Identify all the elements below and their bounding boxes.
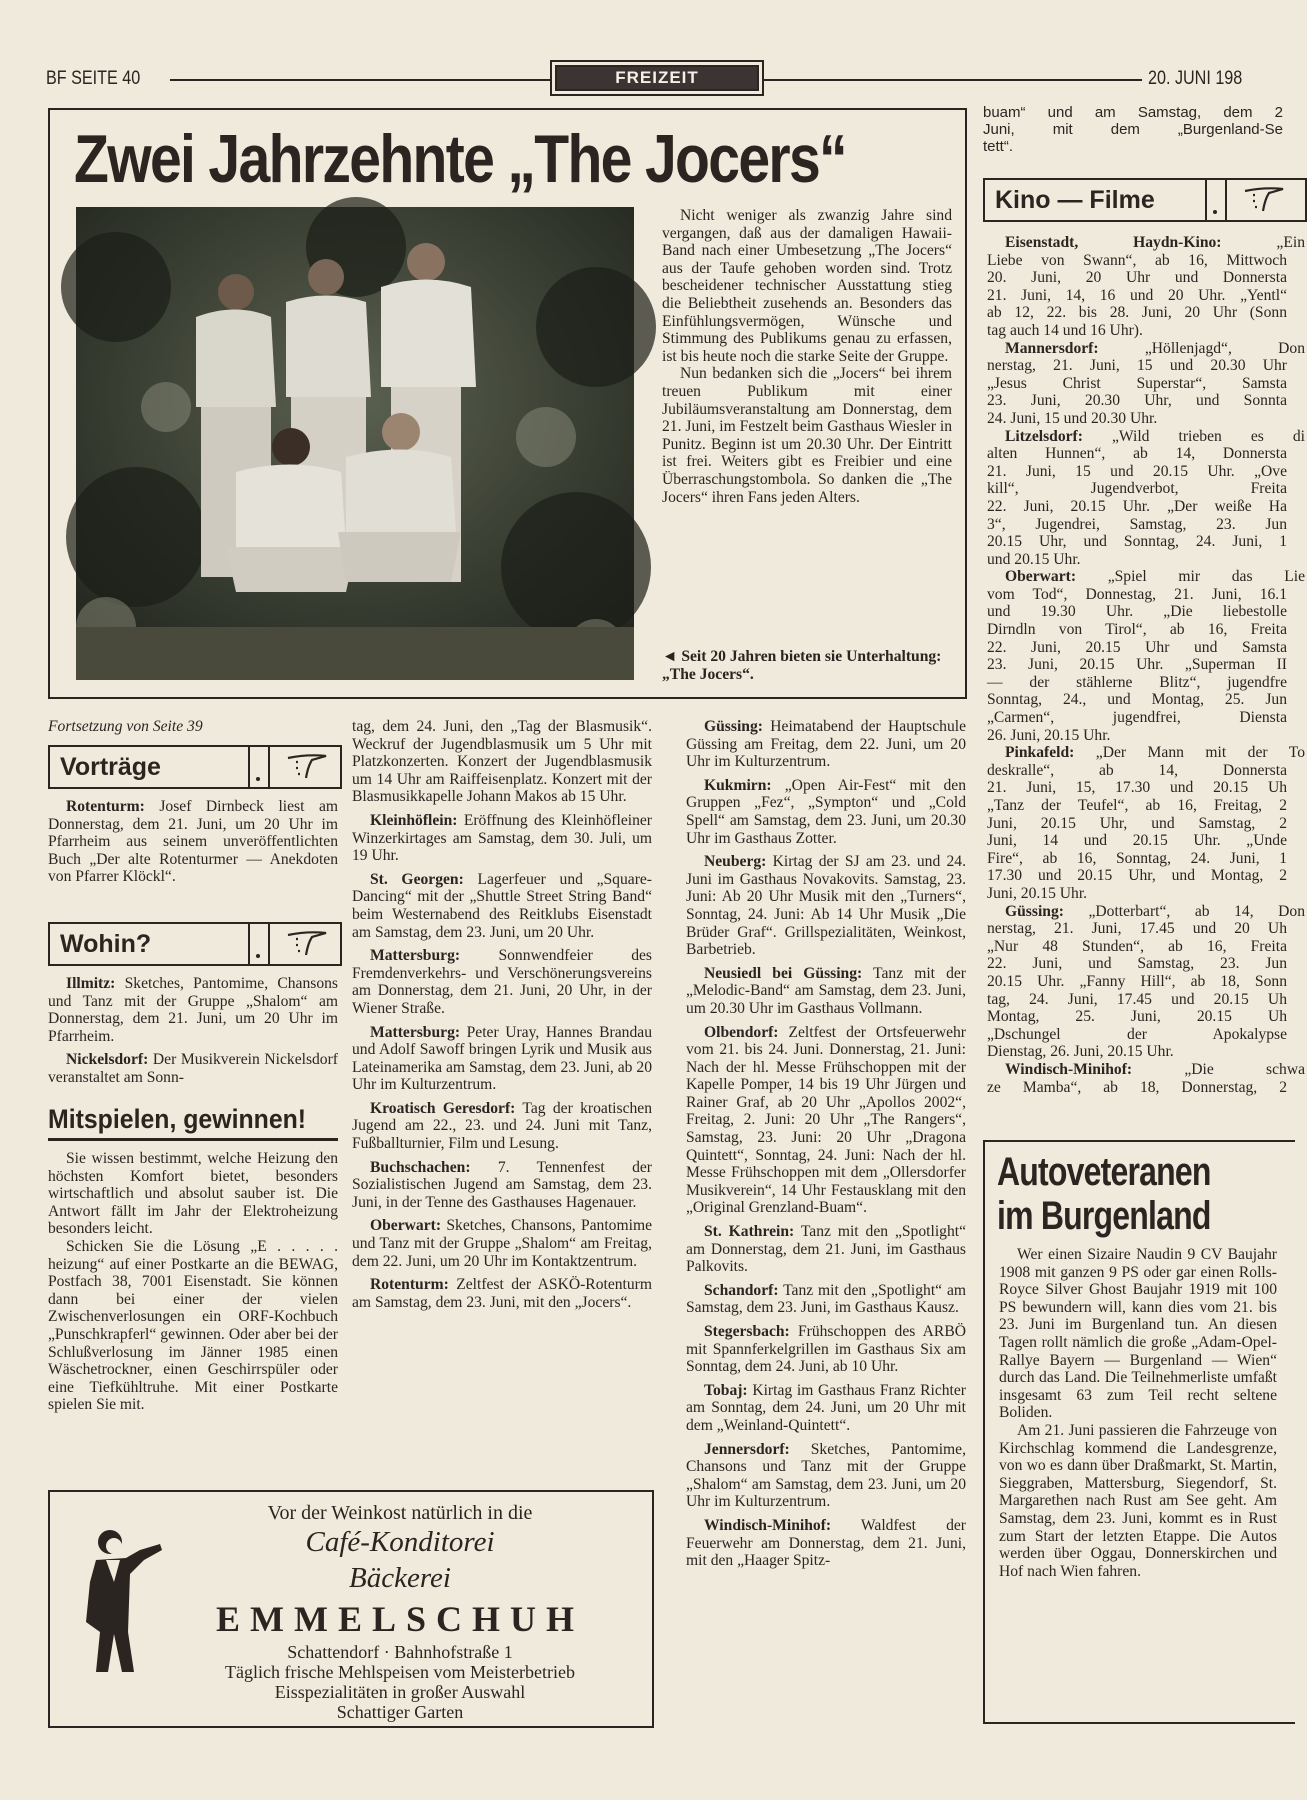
- place-name: St. Georgen:: [370, 870, 464, 888]
- ad-brand: EMMELSCHUH: [215, 1599, 584, 1639]
- place-name: Oberwart:: [1005, 568, 1077, 586]
- place-name: Windisch-Minihof:: [704, 1516, 832, 1534]
- ad-address: Schattendorf · Bahnhofstraße 1: [287, 1642, 513, 1662]
- event-text: Sie wissen bestimmt, welche Heizung den höchsten Komfort bietet, besonders wirtschaftlich und absolut sauber ist. Die Antwort fällt im Jahr der Elektroheizung besonders leicht.: [48, 1150, 338, 1238]
- event-text: tag, dem 24. Juni, den „Tag der Blasmusik“. Weckruf der Jugendblasmusik um 5 Uhr mit Platzkonzerten. Konzert der Jugendblasmusik um 14 Uhr am Raiffeisenplatz. Konzert mit der Blasmusikkapelle Johann Makos ab 15 Uhr.: [352, 718, 652, 806]
- paragraph: [686, 965, 966, 1018]
- text-line: [987, 656, 1287, 674]
- text-line: [987, 920, 1287, 938]
- text-line: [987, 727, 1287, 745]
- event-text: „Open Air-Fest“ mit den Gruppen „Fez“, „Sympton“ und „Cold Spell“ am Samstag, dem 23. Juni, um 20.30 Uhr im Gasthaus Zotter.: [686, 776, 966, 847]
- text-line: [987, 973, 1287, 991]
- event-text: Sketches, Pantomime, Chansons und Tanz mit der Gruppe „Shalom“ am Samstag, dem 23. Juni, um 20 Uhr im Kulturzentrum.: [686, 1440, 966, 1511]
- event-text: tett“.: [983, 138, 1014, 155]
- pointing-hand-icon: [270, 924, 340, 964]
- event-text: 24. Juni, 15 und 20.30 Uhr.: [987, 409, 1158, 427]
- event-text: Schicken Sie die Lösung „E . . . . . heizung“ auf einer Postkarte an die BEWAG, Postfach 38, 7001 Eisenstadt. Sie können dann bei einer der vielen Zwischenverlosungen ein ORF-Kochbuch „Punschkrapferl“ gewinnen. Oder aber bei der Schlußverlosung im Jänner 1985 einen Wäschetrockner, einen Geschirrspüler oder eine Tiefkühltruhe. Mit einer Postkarte spielen Sie mit.: [48, 1237, 338, 1414]
- text-line: [983, 121, 1283, 138]
- section-label: FREIZEIT: [550, 60, 764, 96]
- paragraph: [48, 1051, 338, 1086]
- place-name: Stegersbach:: [704, 1323, 790, 1340]
- paragraph: [352, 1159, 652, 1212]
- event-text: Tanz mit den „Spotlight“ am Donnerstag, dem 21. Juni, im Gasthaus Palkovits.: [686, 1223, 967, 1276]
- text-line: [987, 586, 1287, 604]
- event-text: Nun bedanken sich die „Jocers“ bei ihrem treuen Publikum mit einer Jubiläumsveranstaltung am Donnerstag, dem 21. Juni, im Festzelt beim Gasthaus Wiesler in Punitz. Beginn ist um 20.30 Uhr. Der Eintritt ist frei. Weiters gibt es Freibier und eine Überraschungstombola. So danken die „The Jocers“ ihren Fans jeden Alters.: [662, 365, 952, 506]
- text-line: [987, 340, 1305, 358]
- event-text: deskralle“, ab 14, Donnersta: [987, 761, 1287, 779]
- event-text: Tanz mit der „Melodic-Band“ am Samstag, dem 23. Juni, um 20.30 Uhr im Gasthaus Vollmann.: [686, 964, 967, 1017]
- text-line: [987, 498, 1287, 516]
- event-text: Juni, 20.15 Uhr, und Samstag, 2: [987, 814, 1287, 832]
- section-header-wohin: [48, 922, 342, 966]
- events-column-2: [352, 718, 652, 1311]
- text-line: [987, 410, 1287, 428]
- text-line: [987, 533, 1287, 551]
- text-line: [987, 1079, 1287, 1097]
- text-line: [987, 392, 1287, 410]
- section-title: Wohin?: [60, 929, 152, 958]
- event-text: 22. Juni, 20.15 Uhr. „Der weiße Ha: [987, 497, 1287, 515]
- text-line: [987, 287, 1287, 305]
- autoveteranen-body: [999, 1246, 1277, 1580]
- paragraph: [48, 798, 338, 886]
- event-text: Kirtag im Gasthaus Franz Richter am Sonntag, dem 24. Juni, um 20 Uhr mit dem „Weinland-Quintett“.: [686, 1381, 966, 1434]
- paragraph: [662, 207, 952, 365]
- event-text: 3“, Jugendrei, Samstag, 23. Jun: [987, 515, 1287, 533]
- text-line: [987, 797, 1287, 815]
- vortraege-list: [48, 798, 338, 886]
- contest-body: [48, 1150, 338, 1414]
- place-name: Windisch-Minihof:: [1005, 1060, 1133, 1078]
- place-name: Neuberg:: [704, 853, 767, 871]
- text-line: [987, 603, 1287, 621]
- event-text: Eröffnung des Kleinhöfleiner Winzerkirtages am Samstag, dem 30. Juli, um 19 Uhr.: [352, 811, 652, 865]
- event-text: 23. Juni, 20.30 Uhr, und Sonnta: [987, 392, 1287, 410]
- kino-list: [987, 234, 1305, 1096]
- text-line: [987, 903, 1305, 921]
- event-text: „Die schwa: [1132, 1060, 1305, 1078]
- place-name: Jennersdorf:: [704, 1440, 790, 1458]
- pointing-hand-icon: [270, 747, 340, 787]
- section-title: Vorträge: [60, 752, 161, 781]
- event-text: 7. Tennenfest der Sozialistischen Jugend am Samstag, dem 23. Juni, in der Tenne des Gasthauses Hagenauer.: [352, 1158, 652, 1211]
- event-text: 26. Juni, 20.15 Uhr.: [987, 726, 1111, 744]
- text-line: [987, 621, 1287, 639]
- wohin-list: [48, 975, 338, 1087]
- bakery-advertisement: [48, 1490, 654, 1728]
- section-header-vortraege: [48, 745, 342, 789]
- event-text: „Ein: [1221, 234, 1305, 251]
- paragraph: [686, 1441, 966, 1511]
- event-text: Wer einen Sizaire Naudin 9 CV Baujahr 1908 mit ganzen 9 PS oder gar einen Rolls-Royce Silver Ghost Baujahr 1919 mit 100 PS bewundern will, kann dies vom 21. bis 23. Juni im Burgenland tun. An diesen Tagen rollt nämlich die große „Adam-Opel-Rallye Bayern — Burgenland — Wien“ durch das Land. Die Teilnehmerliste umfaßt insgesamt 63 zum Teil recht seltene Boliden.: [999, 1246, 1277, 1422]
- event-text: Zeltfest der ASKÖ-Rotenturm am Samstag, dem 23. Juni, mit den „Jocers“.: [352, 1276, 652, 1311]
- place-name: Kleinhöflein:: [370, 811, 458, 829]
- event-text: Heimatabend der Hauptschule Güssing am Freitag, dem 22. Juni, um 20 Uhr im Kulturzentrum.: [686, 718, 966, 771]
- continued-note: Fortsetzung von Seite 39: [48, 718, 203, 735]
- paragraph: [999, 1422, 1277, 1580]
- feature-headline: Zwei Jahrzehnte „The Jocers“: [74, 121, 846, 197]
- ad-intro: Vor der Weinkost natürlich in die: [267, 1502, 533, 1524]
- event-text: „Dotterbart“, ab 14, Don: [1063, 902, 1305, 920]
- text-line: [987, 709, 1287, 727]
- event-text: 23. Juni, 20.15 Uhr. „Superman II: [987, 656, 1287, 674]
- section-header-kino: [983, 178, 1307, 222]
- text-line: [987, 850, 1287, 868]
- event-text: Tanz mit den „Spotlight“ am Samstag, dem 23. Juni, im Gasthaus Kausz.: [686, 1281, 966, 1317]
- event-text: Waldfest der Feuerwehr am Donnerstag, dem 21. Juni, mit den „Haager Spitz-: [686, 1516, 966, 1570]
- place-name: Litzelsdorf:: [1005, 427, 1083, 445]
- text-line: [987, 234, 1305, 252]
- issue-date: 20. JUNI 198: [1148, 68, 1243, 89]
- text-line: [987, 1061, 1305, 1079]
- text-line: [987, 568, 1305, 586]
- event-text: kill“, Jugendverbot, Freita: [987, 480, 1287, 498]
- event-text: 22. Juni, 20.15 Uhr und Samsta: [987, 638, 1287, 656]
- event-text: 22. Juni, und Samstag, 23. Jun: [987, 955, 1287, 973]
- place-name: Buchschachen:: [370, 1158, 471, 1176]
- text-line: [987, 322, 1287, 340]
- text-line: [987, 463, 1287, 481]
- event-text: 21. Juni, 14, 16 und 20 Uhr. „Yentl“: [987, 286, 1287, 304]
- place-name: Illmitz:: [66, 975, 116, 992]
- paragraph: [352, 1024, 652, 1094]
- text-line: [987, 428, 1305, 446]
- event-text: Sonnwendfeier des Fremdenverkehrs- und Verschönerungsvereins am Donnerstag, dem 21. Juni, 20 Uhr, in der Wiener Straße.: [352, 947, 652, 1017]
- event-text: Montag, 25. Juni, 20.15 Uh: [987, 1008, 1287, 1026]
- event-text: 17.30 und 20.15 Uhr, und Montag, 2: [987, 867, 1287, 885]
- place-name: Oberwart:: [370, 1217, 442, 1235]
- paragraph: [48, 1238, 338, 1414]
- text-line: [987, 674, 1287, 692]
- event-text: vom Tod“, Donnestag, 21. Juni, 16.1: [987, 585, 1287, 603]
- text-line: [987, 551, 1287, 569]
- paragraph: [662, 365, 952, 506]
- text-line: [987, 480, 1287, 498]
- paragraph: [48, 975, 338, 1045]
- place-name: St. Kathrein:: [704, 1223, 795, 1241]
- place-name: Kroatisch Geresdorf:: [370, 1099, 516, 1117]
- text-line: [987, 357, 1287, 375]
- text-line: [987, 691, 1287, 709]
- event-text: 20. Juni, 20 Uhr und Donnersta: [987, 269, 1287, 287]
- place-name: Kukmirn:: [704, 776, 772, 794]
- event-text: „Jesus Christ Superstar“, Samsta: [987, 374, 1287, 392]
- event-text: Sketches, Pantomime, Chansons und Tanz mit der Gruppe „Shalom“ am Donnerstag, dem 21. Juni, um 20 Uhr im Pfarrheim.: [48, 975, 338, 1045]
- paragraph: [686, 1223, 966, 1276]
- place-name: Rotenturm:: [66, 798, 145, 815]
- text-line: [987, 744, 1305, 762]
- contest-rule: [48, 1138, 338, 1141]
- place-name: Mattersburg:: [370, 947, 461, 965]
- text-line: [987, 832, 1287, 850]
- continued-lines: [983, 104, 1283, 155]
- event-text: Peter Uray, Hannes Brandau und Adolf Sawoff bringen Lyrik und Musik aus Lateinamerika am Samstag, dem 23. Juni, ab 20 Uhr im Kulturzentrum.: [352, 1023, 652, 1094]
- autoveteranen-headline: Autoveteranen im Burgenland: [997, 1150, 1211, 1238]
- event-text: „Höllenjagd“, Don: [1098, 339, 1305, 357]
- place-name: Eisenstadt, Haydn-Kino:: [1005, 234, 1222, 251]
- paragraph: [686, 1517, 966, 1570]
- text-line: [987, 516, 1287, 534]
- ad-bakery: Bäckerei: [349, 1562, 451, 1594]
- text-line: [987, 938, 1287, 956]
- place-name: Güssing:: [704, 718, 763, 735]
- event-text: ze Mamba“, ab 18, Donnerstag, 2: [987, 1078, 1287, 1096]
- event-text: Am 21. Juni passieren die Fahrzeuge von Kirchschlag kommend die Landesgrenze, von wo es dann über Draßmarkt, St. Martin, Sieggraben, Mattersburg, Siegendorf, St. Margarethen nach Rust am See geht. Am Samstag, dem 23. Juni, kommt es in Rust zum Start der letzten Etappe. Die Autos werden über Oggau, Donnerskirchen und Hof nach Wien fahren.: [999, 1421, 1277, 1580]
- ad-cafe: Café-Konditorei: [305, 1526, 495, 1558]
- paragraph: [686, 853, 966, 959]
- event-text: Juni, mit dem „Burgenland-Se: [983, 121, 1283, 138]
- event-text: — der stählerne Blitz“, jugendfre: [987, 673, 1287, 691]
- right-column: [983, 100, 1305, 1740]
- page-number: BF SEITE 40: [46, 68, 141, 89]
- paragraph: [686, 1382, 966, 1435]
- text-line: [987, 375, 1287, 393]
- event-text: Der Musikverein Nickelsdorf veranstaltet am Sonn-: [48, 1051, 338, 1086]
- event-text: Frühschoppen des ARBÖ mit Spannferkelgrillen im Gasthaus Six am Sonntag, dem 24. Juni, ab 10 Uhr.: [686, 1323, 966, 1376]
- paragraph: [352, 1276, 652, 1311]
- place-name: Rotenturm:: [370, 1276, 449, 1294]
- text-line: [987, 955, 1287, 973]
- autoveteranen-article: [983, 1140, 1295, 1724]
- event-text: nerstag, 21. Juni, 15 und 20.30 Uhr: [987, 357, 1287, 375]
- paragraph: [352, 871, 652, 941]
- text-line: [987, 304, 1287, 322]
- band-photo: [76, 207, 634, 680]
- event-text: 21. Juni, 15, 17.30 und 20.15 Uh: [987, 779, 1287, 797]
- event-text: „Dschungel der Apokalypse: [987, 1025, 1287, 1043]
- paragraph: [686, 1323, 966, 1376]
- text-line: [987, 1043, 1287, 1061]
- ad-pastries: Täglich frische Mehlspeisen vom Meisterbetrieb: [225, 1662, 575, 1682]
- place-name: Mattersburg:: [370, 1023, 461, 1041]
- event-text: Juni, 20.15 Uhr.: [987, 884, 1088, 902]
- event-text: 21. Juni, 15 und 20.15 Uhr. „Ove: [987, 462, 1287, 480]
- paragraph: [352, 718, 652, 806]
- place-name: Pinkafeld:: [1005, 744, 1075, 762]
- text-line: [983, 138, 1283, 155]
- event-text: Fire“, ab 16, Sonntag, 24. Juni, 1: [987, 849, 1287, 867]
- event-text: tag, 24. Juni, 17.45 und 20.15 Uh: [987, 990, 1287, 1008]
- event-text: 20.15 Uhr, und Sonntag, 24. Juni, 1: [987, 533, 1287, 551]
- event-text: „Carmen“, jugendfrei, Diensta: [987, 709, 1287, 727]
- place-name: Schandorf:: [704, 1281, 779, 1299]
- event-text: Josef Dirnbeck liest am Donnerstag, dem 21. Juni, um 20 Uhr im Pfarrheim aus seinem unveröffentlichten Buch „Der alte Rotenturmer — Anekdoten von Pfarrer Klöckl“.: [48, 798, 338, 886]
- event-text: Dienstag, 26. Juni, 20.15 Uhr.: [987, 1043, 1174, 1061]
- event-text: buam“ und am Samstag, dem 2: [983, 104, 1283, 121]
- text-line: [987, 1008, 1287, 1026]
- contest-title: Mitspielen, gewinnen!: [48, 1104, 307, 1134]
- paragraph: [686, 1024, 966, 1218]
- text-line: [987, 991, 1287, 1009]
- event-text: Nicht weniger als zwanzig Jahre sind vergangen, daß aus der damaligen Hawaii-Band nach einer Umbesetzung „The Jocers“ aus der Taufe gehoben worden sind. Trotz bescheidener technischer Ausstattung stieg die Beliebtheit zusehends an. Besonders das Einfühlungsvermögen, Wünsche und Stimmung des Publikums genau zu erfassen, ist bis heute noch die starke Seite der Gruppe.: [662, 207, 952, 365]
- events-column-3: [686, 718, 966, 1570]
- event-text: und 20.15 Uhr.: [987, 550, 1081, 568]
- text-line: [983, 104, 1283, 121]
- ad-icecream: Eisspezialitäten in großer Auswahl: [274, 1682, 526, 1702]
- place-name: Olbendorf:: [704, 1023, 779, 1041]
- text-line: [987, 639, 1287, 657]
- paragraph: [686, 777, 966, 847]
- place-name: Nickelsdorf:: [66, 1051, 149, 1069]
- event-text: Sonntag, 24., und Montag, 25. Jun: [987, 691, 1287, 709]
- event-text: tag auch 14 und 16 Uhr).: [987, 321, 1143, 339]
- event-text: nerstag, 21. Juni, 17.45 und 20 Uh: [987, 920, 1287, 938]
- section-title: Kino — Filme: [995, 185, 1155, 214]
- text-line: [987, 885, 1287, 903]
- place-name: Mannersdorf:: [1005, 339, 1099, 357]
- event-text: „Spiel mir das Lie: [1076, 568, 1305, 586]
- paragraph: [352, 1100, 652, 1153]
- event-text: und 19.30 Uhr. „Die liebestolle: [987, 603, 1287, 621]
- ad-garden: Schattiger Garten: [336, 1702, 464, 1722]
- event-text: 20.15 Uhr. „Fanny Hill“, ab 18, Sonn: [987, 972, 1287, 990]
- paragraph: [999, 1246, 1277, 1422]
- event-text: „Wild trieben es di: [1082, 427, 1305, 445]
- paragraph: [352, 947, 652, 1017]
- header-rule-left: [170, 79, 550, 81]
- band-photo-image: [76, 207, 634, 680]
- event-text: ab 12, 22. bis 28. Juni, 20 Uhr (Sonn: [987, 304, 1287, 322]
- text-line: [987, 762, 1287, 780]
- paragraph: [686, 718, 966, 771]
- place-name: Güssing:: [1005, 902, 1064, 920]
- event-text: „Nur 48 Stunden“, ab 16, Freita: [987, 937, 1287, 955]
- text-line: [987, 445, 1287, 463]
- text-line: [987, 815, 1287, 833]
- paragraph: [352, 1217, 652, 1270]
- feature-body: [662, 207, 952, 506]
- event-text: Liebe von Swann“, ab 16, Mittwoch: [987, 251, 1287, 269]
- event-text: Sketches, Chansons, Pantomime und Tanz mit der Gruppe „Shalom“ am Freitag, dem 22. Juni, um 20 Uhr im Kontaktzentrum.: [352, 1217, 652, 1270]
- event-text: Kirtag der SJ am 23. und 24. Juni im Gasthaus Novakovits. Samstag, 23. Juni: Ab 20 Uhr Musik mit den „Turners“, Sonntag, 24. Juni: Ab 14 Uhr Musik „Die Brüder Graf“. Grillspezialitäten, Weinkost, Barbetrieb.: [686, 853, 966, 959]
- text-line: [987, 269, 1287, 287]
- text-line: [987, 1026, 1287, 1044]
- event-text: Tag der kroatischen Jugend am 22., 23. und 24. Juni mit Tanz, Fußballturnier, Film und Lesung.: [352, 1099, 653, 1153]
- event-text: Juni, 14 und 20.15 Uhr. „Unde: [987, 832, 1287, 850]
- pointing-hand-icon: [1227, 180, 1297, 220]
- header-rule-right: [762, 79, 1142, 81]
- text-line: [987, 867, 1287, 885]
- event-text: „Tanz der Teufel“, ab 16, Freitag, 2: [987, 797, 1287, 814]
- event-text: Dirndln von Tirol“, ab 16, Freita: [987, 621, 1287, 639]
- event-text: alten Hunnen“, ab 14, Donnersta: [987, 445, 1287, 463]
- text-line: [987, 779, 1287, 797]
- place-name: Tobaj:: [704, 1381, 748, 1399]
- place-name: Neusiedl bei Güssing:: [704, 964, 863, 982]
- paragraph: [352, 812, 652, 865]
- event-text: „Der Mann mit der To: [1074, 744, 1305, 762]
- event-text: Zeltfest der Ortsfeuerwehr vom 21. bis 24. Juni. Donnerstag, 21. Juni: Nach der hl. Messe Frühschoppen mit der Kapelle Pomper, 14 bis 19 Uhr Jürgen und Rainer Graf, ab 20 Uhr „Apollos 2002“, Freitag, 2. Juni: 20 Uhr „The Rangers“, Samstag, 23. Juni: 20 Uhr „Dragona Quintett“, Sonntag, 24. Juni: Nach der hl. Messe Frühschoppen mit dem „Ollersdorfer Musikverein“, 14 Uhr Festausklang mit den „Original Grenzland-Buam“.: [686, 1023, 966, 1217]
- photo-caption: ◄ Seit 20 Jahren bieten sie Unterhaltung: „The Jocers“.: [662, 648, 942, 683]
- text-line: [987, 252, 1287, 270]
- paragraph: [686, 1282, 966, 1317]
- feature-article: [48, 108, 967, 699]
- event-text: Lagerfeuer und „Square-Dancing“ mit der „Shuttle Street String Band“ beim Westernabend des Reitklubs Eisenstadt am Samstag, dem 23. Juni, um 20 Uhr.: [352, 870, 653, 941]
- paragraph: [48, 1150, 338, 1238]
